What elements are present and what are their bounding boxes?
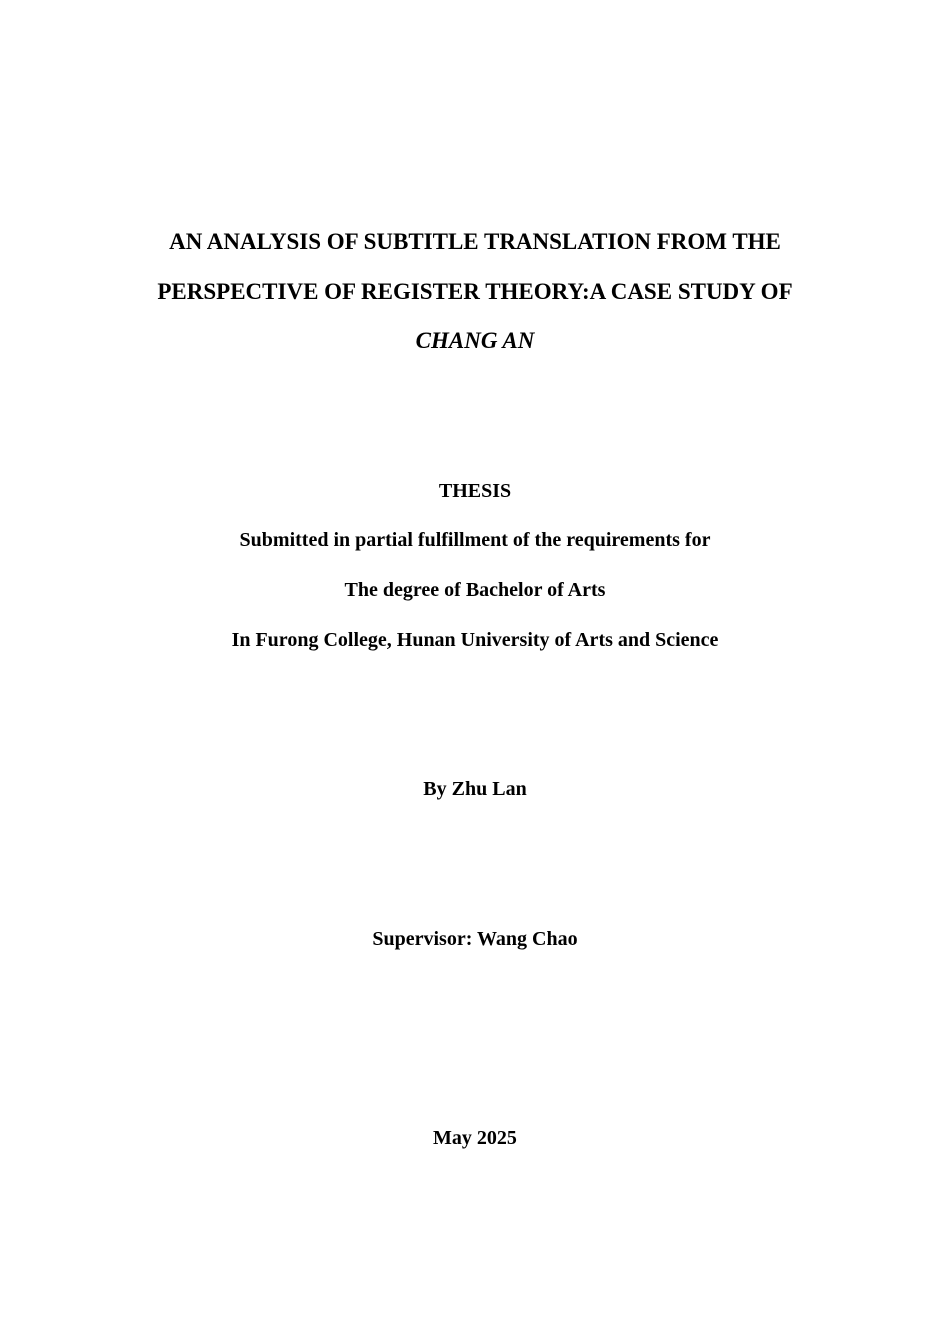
thesis-label: THESIS bbox=[438, 480, 512, 502]
thesis-title-line-2: PERSPECTIVE OF REGISTER THEORY:A CASE STUDY OF bbox=[157, 279, 793, 304]
author-name: By Zhu Lan bbox=[423, 778, 527, 800]
submission-statement: Submitted in partial fulfillment of the requirements for bbox=[239, 529, 711, 551]
supervisor-name: Supervisor: Wang Chao bbox=[372, 928, 578, 950]
thesis-title-line-3: CHANG AN bbox=[415, 328, 535, 353]
degree-statement: The degree of Bachelor of Arts bbox=[344, 579, 606, 601]
thesis-title-line-1: AN ANALYSIS OF SUBTITLE TRANSLATION FROM THE bbox=[169, 229, 781, 254]
submission-date: May 2025 bbox=[433, 1127, 517, 1149]
institution-statement: In Furong College, Hunan University of Arts and Science bbox=[231, 629, 719, 651]
